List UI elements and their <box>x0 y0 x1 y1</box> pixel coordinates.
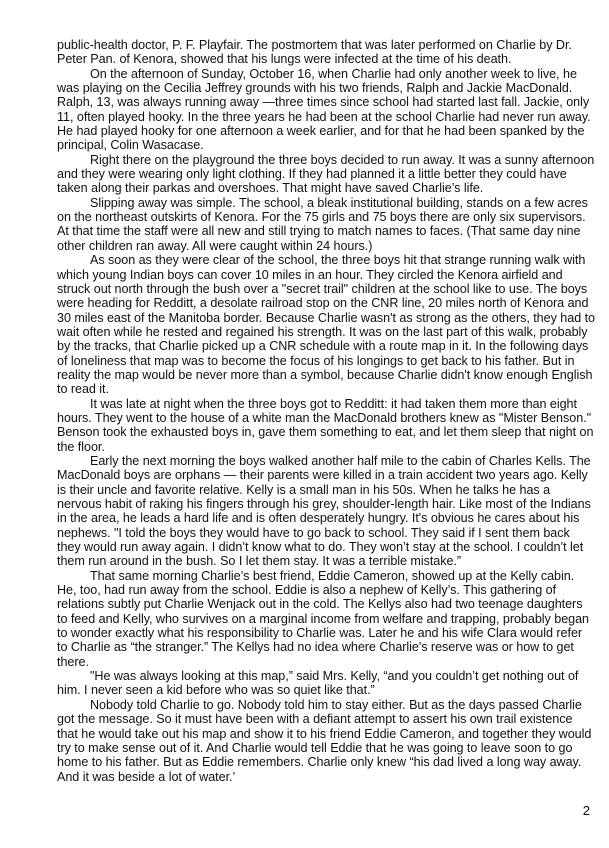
paragraph-6: It was late at night when the three boys got to Redditt: it had taken them more than eight hours. They went to the house of a white man the MacDonald brothers knew as "Mister Benson." Benson took the exhausted boys in, gave them something to eat, and let them sleep that night on the floor. <box>57 396 594 454</box>
paragraph-3: Right there on the playground the three boys decided to run away. It was a sunny afternoon and they were wearing only light clothing. If they had planned it a little better they could have taken along their parkas and overshoes. That might have saved Charlie’s life. <box>57 152 595 196</box>
paragraph-1: public-health doctor, P. F. Playfair. The postmortem that was later performed on Charlie by Dr. Peter Pan. of Kenora, showed that his lungs were infected at the time of his death. <box>57 38 572 67</box>
paragraph-10: Nobody told Charlie to go. Nobody told him to stay either. But as the days passed Charlie got the message. So it must have been with a defiant attempt to assert his own trail existence that he would take out his map and show it to his friend Eddie Cameron, and together they would try to make sense out of it. And Charlie would tell Eddie that he was going to leave soon to go home to his father. But as Eddie remembers. Charlie only knew “his dad lived a long way away. And it was beside a lot of water.’ <box>57 697 592 784</box>
paragraph-2: On the afternoon of Sunday, October 16, when Charlie had only another week to live, he was playing on the Cecilia Jeffrey grounds with his two friends, Ralph and Jackie MacDonald. Ralph, 13, was always running away —three times since school had started last fall. Jackie, only 11, often played hooky. In the three years he had been at the school Charlie had never run away. He had played hooky for one afternoon a week earlier, and for that he had been spanked by the principal, Colin Wasacase. <box>57 66 591 153</box>
paragraph-9: "He was always looking at this map,” said Mrs. Kelly, “and you couldn’t get nothing out of him. I never seen a kid before who was so quiet like that.” <box>57 669 579 698</box>
document-page <box>57 38 595 784</box>
paragraph-4: Slipping away was simple. The school, a bleak institutional building, stands on a few acres on the northeast outskirts of Kenora. For the 75 girls and 75 boys there are only six supervisors. At that time the staff were all new and still trying to match names to faces. (That same day nine other children ran away. All were caught within 24 hours.) <box>57 195 588 253</box>
page-number: 2 <box>582 803 590 818</box>
paragraph-7: Early the next morning the boys walked another half mile to the cabin of Charles Kells. The MacDonald boys are orphans — their parents were killed in a train accident two years ago. Kelly is their uncle and favorite relative. Kelly is a small man in his 50s. When he talks he has a nervous habit of raking his fingers through his grey, shoulder-length hair. Like most of the Indians in the area, he leads a hard life and is often desperately hungry. It's obvious he cares about his nephews. "I told the boys they would have to go back to school. They said if I sent them back they would run away again. I didn’t know what to do. They won’t stay at the school. I couldn’t let them run around in the bush. So I let them stay. It was a terrible mistake.” <box>57 453 591 569</box>
paragraph-8: That same morning Charlie’s best friend, Eddie Cameron, showed up at the Kelly cabin. He, too, had run away from the school. Eddie is also a nephew of Kelly’s. This gathering of relations subtly put Charlie Wenjack out in the cold. The Kellys also had two teenage daughters to feed and Kelly, who survives on a marginal income from welfare and trapping, probably began to wonder exactly what his responsibility to Charlie was. Later he and his wife Clara would refer to Charlie as “the stranger.” The Kellys had no idea where Charlie's reserve was or how to get there. <box>57 568 590 669</box>
paragraph-5: As soon as they were clear of the school, the three boys hit that strange running walk with which young Indian boys can cover 10 miles in an hour. They circled the Kenora airfield and struck out north through the bush over a "secret trail" children at the school like to use. The boys were heading for Redditt, a desolate railroad stop on the CNR line, 20 miles north of Kenora and 30 miles east of the Manitoba border. Because Charlie wasn't as strong as the others, they had to wait often while he rested and regained his strength. It was on the last part of this walk, probably by the tracks, that Charlie picked up a CNR schedule with a route map in it. In the following days of loneliness that map was to become the focus of his longings to get back to his father. But in reality the map would be never more than a symbol, because Charlie didn't know enough English to read it. <box>57 253 595 397</box>
